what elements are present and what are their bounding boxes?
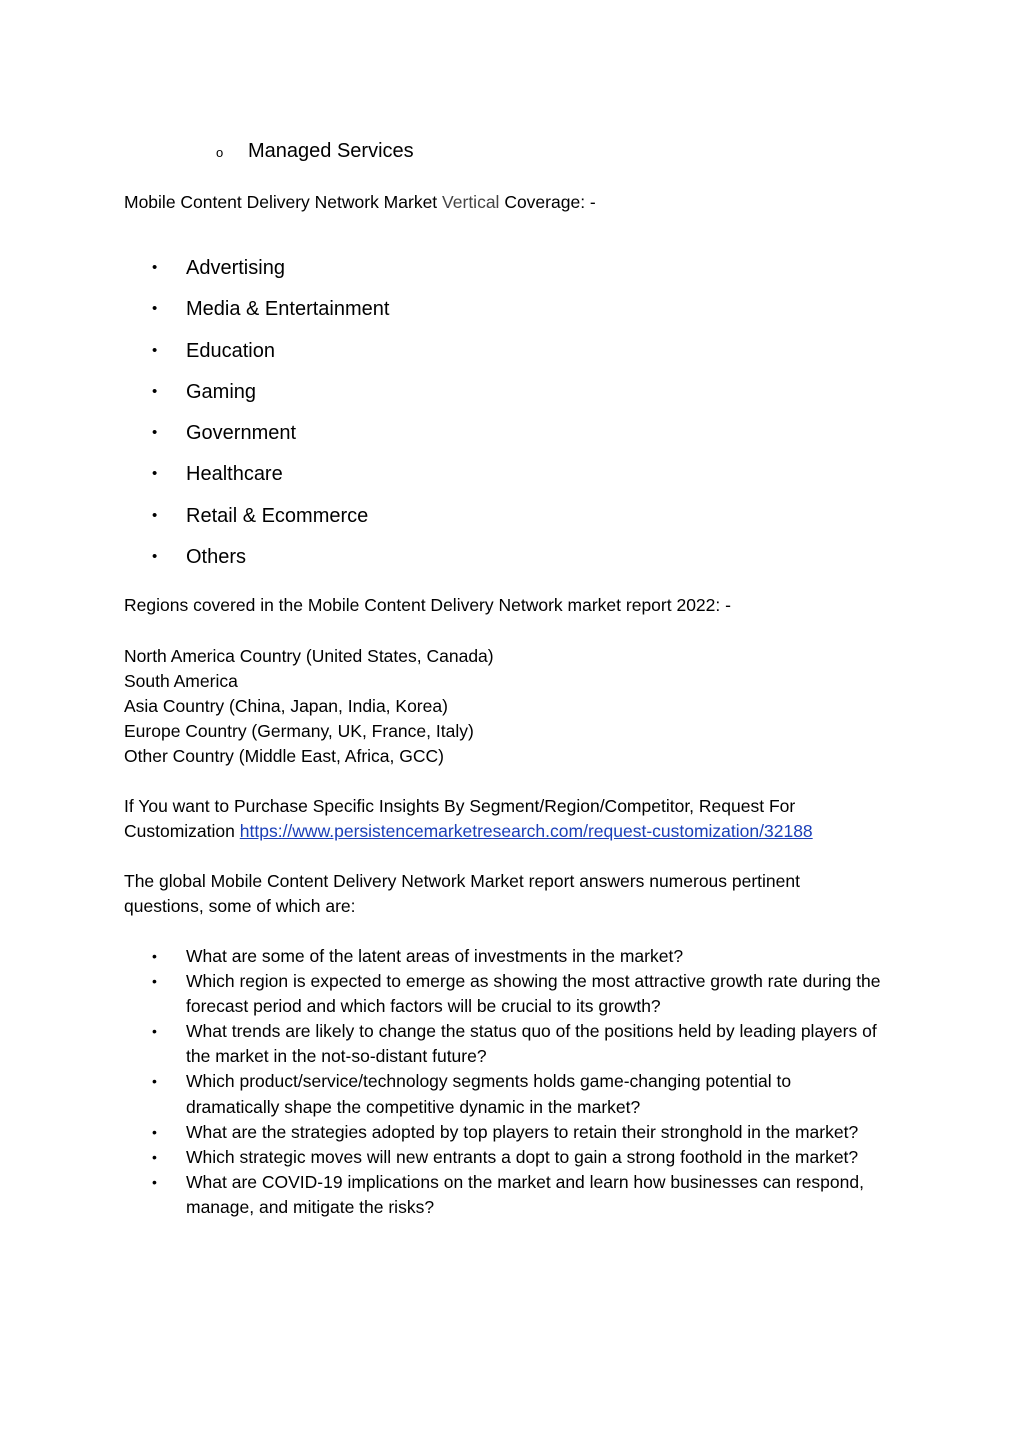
bullet-icon: • [152, 1123, 157, 1140]
customization-paragraph [124, 794, 884, 844]
list-item [124, 502, 389, 543]
vertical-list [124, 254, 389, 584]
vertical-item: Media & Entertainment [186, 298, 390, 321]
sub-bullet-marker: o [216, 145, 224, 160]
questions-list [124, 944, 884, 1220]
list-item [124, 419, 389, 460]
bullet-icon: • [152, 506, 158, 524]
vertical-coverage-heading [124, 192, 596, 213]
bullet-icon: • [152, 1148, 157, 1165]
bullet-icon: • [152, 382, 158, 400]
sub-bullet-text: Managed Services [248, 140, 414, 162]
question-text: What are the strategies adopted by top players to retain their stronghold in the market? [186, 1121, 859, 1142]
region-line: Other Country (Middle East, Africa, GCC) [124, 746, 444, 766]
list-item [124, 1069, 884, 1119]
list-item [124, 543, 389, 584]
vertical-item: Retail & Ecommerce [186, 504, 369, 527]
sub-bullet-item [216, 140, 414, 163]
question-text: What are some of the latent areas of investments in the market? [186, 946, 684, 966]
list-item [124, 1120, 884, 1145]
vertical-item: Healthcare [186, 463, 283, 486]
regions-list [124, 644, 494, 769]
vertical-item: Government [186, 422, 297, 445]
bullet-icon: • [152, 1073, 157, 1090]
list-item [124, 254, 389, 295]
bullet-icon: • [152, 548, 158, 566]
vertical-item: Gaming [186, 380, 257, 403]
bullet-icon: • [152, 948, 157, 964]
list-item [124, 1170, 884, 1220]
bullet-icon: • [152, 1023, 157, 1040]
vertical-item: Others [186, 546, 247, 569]
bullet-icon: • [152, 300, 158, 318]
list-item [124, 1145, 884, 1170]
bullet-icon: • [152, 973, 157, 990]
customization-text: If You want to Purchase Specific Insights By Segment/Region/Competitor, Request For Customization [124, 796, 796, 841]
vertical-item: Education [186, 339, 275, 362]
bullet-icon: • [152, 465, 158, 483]
bullet-icon: • [152, 424, 158, 442]
list-item [124, 460, 389, 501]
list-item [124, 1019, 884, 1069]
region-line: Europe Country (Germany, UK, France, Italy) [124, 721, 474, 741]
questions-intro: The global Mobile Content Delivery Network Market report answers numerous pertinent questions, some of which are: [124, 871, 800, 916]
list-item [124, 969, 884, 1019]
vertical-heading-suffix: Coverage: - [504, 192, 596, 212]
customization-link[interactable]: https://www.persistencemarketresearch.com/request-customization/32188 [239, 821, 813, 841]
question-text: What are COVID-19 implications on the market and learn how businesses can respond, manage, and mitigate the risks? [186, 1171, 864, 1217]
bullet-icon: • [152, 341, 158, 359]
question-text: What trends are likely to change the status quo of the positions held by leading players of the market in the not-so-distant future? [186, 1021, 877, 1067]
question-text: Which region is expected to emerge as showing the most attractive growth rate during the forecast period and which factors will be crucial to its growth? [186, 971, 881, 1017]
region-line: Asia Country (China, Japan, India, Korea) [124, 696, 448, 716]
vertical-heading-highlight: Vertical [442, 192, 500, 212]
vertical-item: Advertising [186, 257, 285, 279]
bullet-icon: • [152, 259, 158, 276]
region-line: North America Country (United States, Canada) [124, 646, 494, 666]
list-item [124, 337, 389, 378]
list-item [124, 295, 389, 336]
question-text: Which product/service/technology segments holds game-changing potential to dramatically shape the competitive dynamic in the market? [186, 1071, 792, 1117]
question-text: Which strategic moves will new entrants a dopt to gain a strong foothold in the market? [186, 1146, 859, 1167]
list-item [124, 944, 884, 969]
bullet-icon: • [152, 1173, 157, 1190]
region-line: South America [124, 671, 238, 691]
vertical-heading-prefix: Mobile Content Delivery Network Market [124, 192, 438, 212]
regions-heading: Regions covered in the Mobile Content Delivery Network market report 2022: - [124, 595, 731, 615]
list-item [124, 378, 389, 419]
